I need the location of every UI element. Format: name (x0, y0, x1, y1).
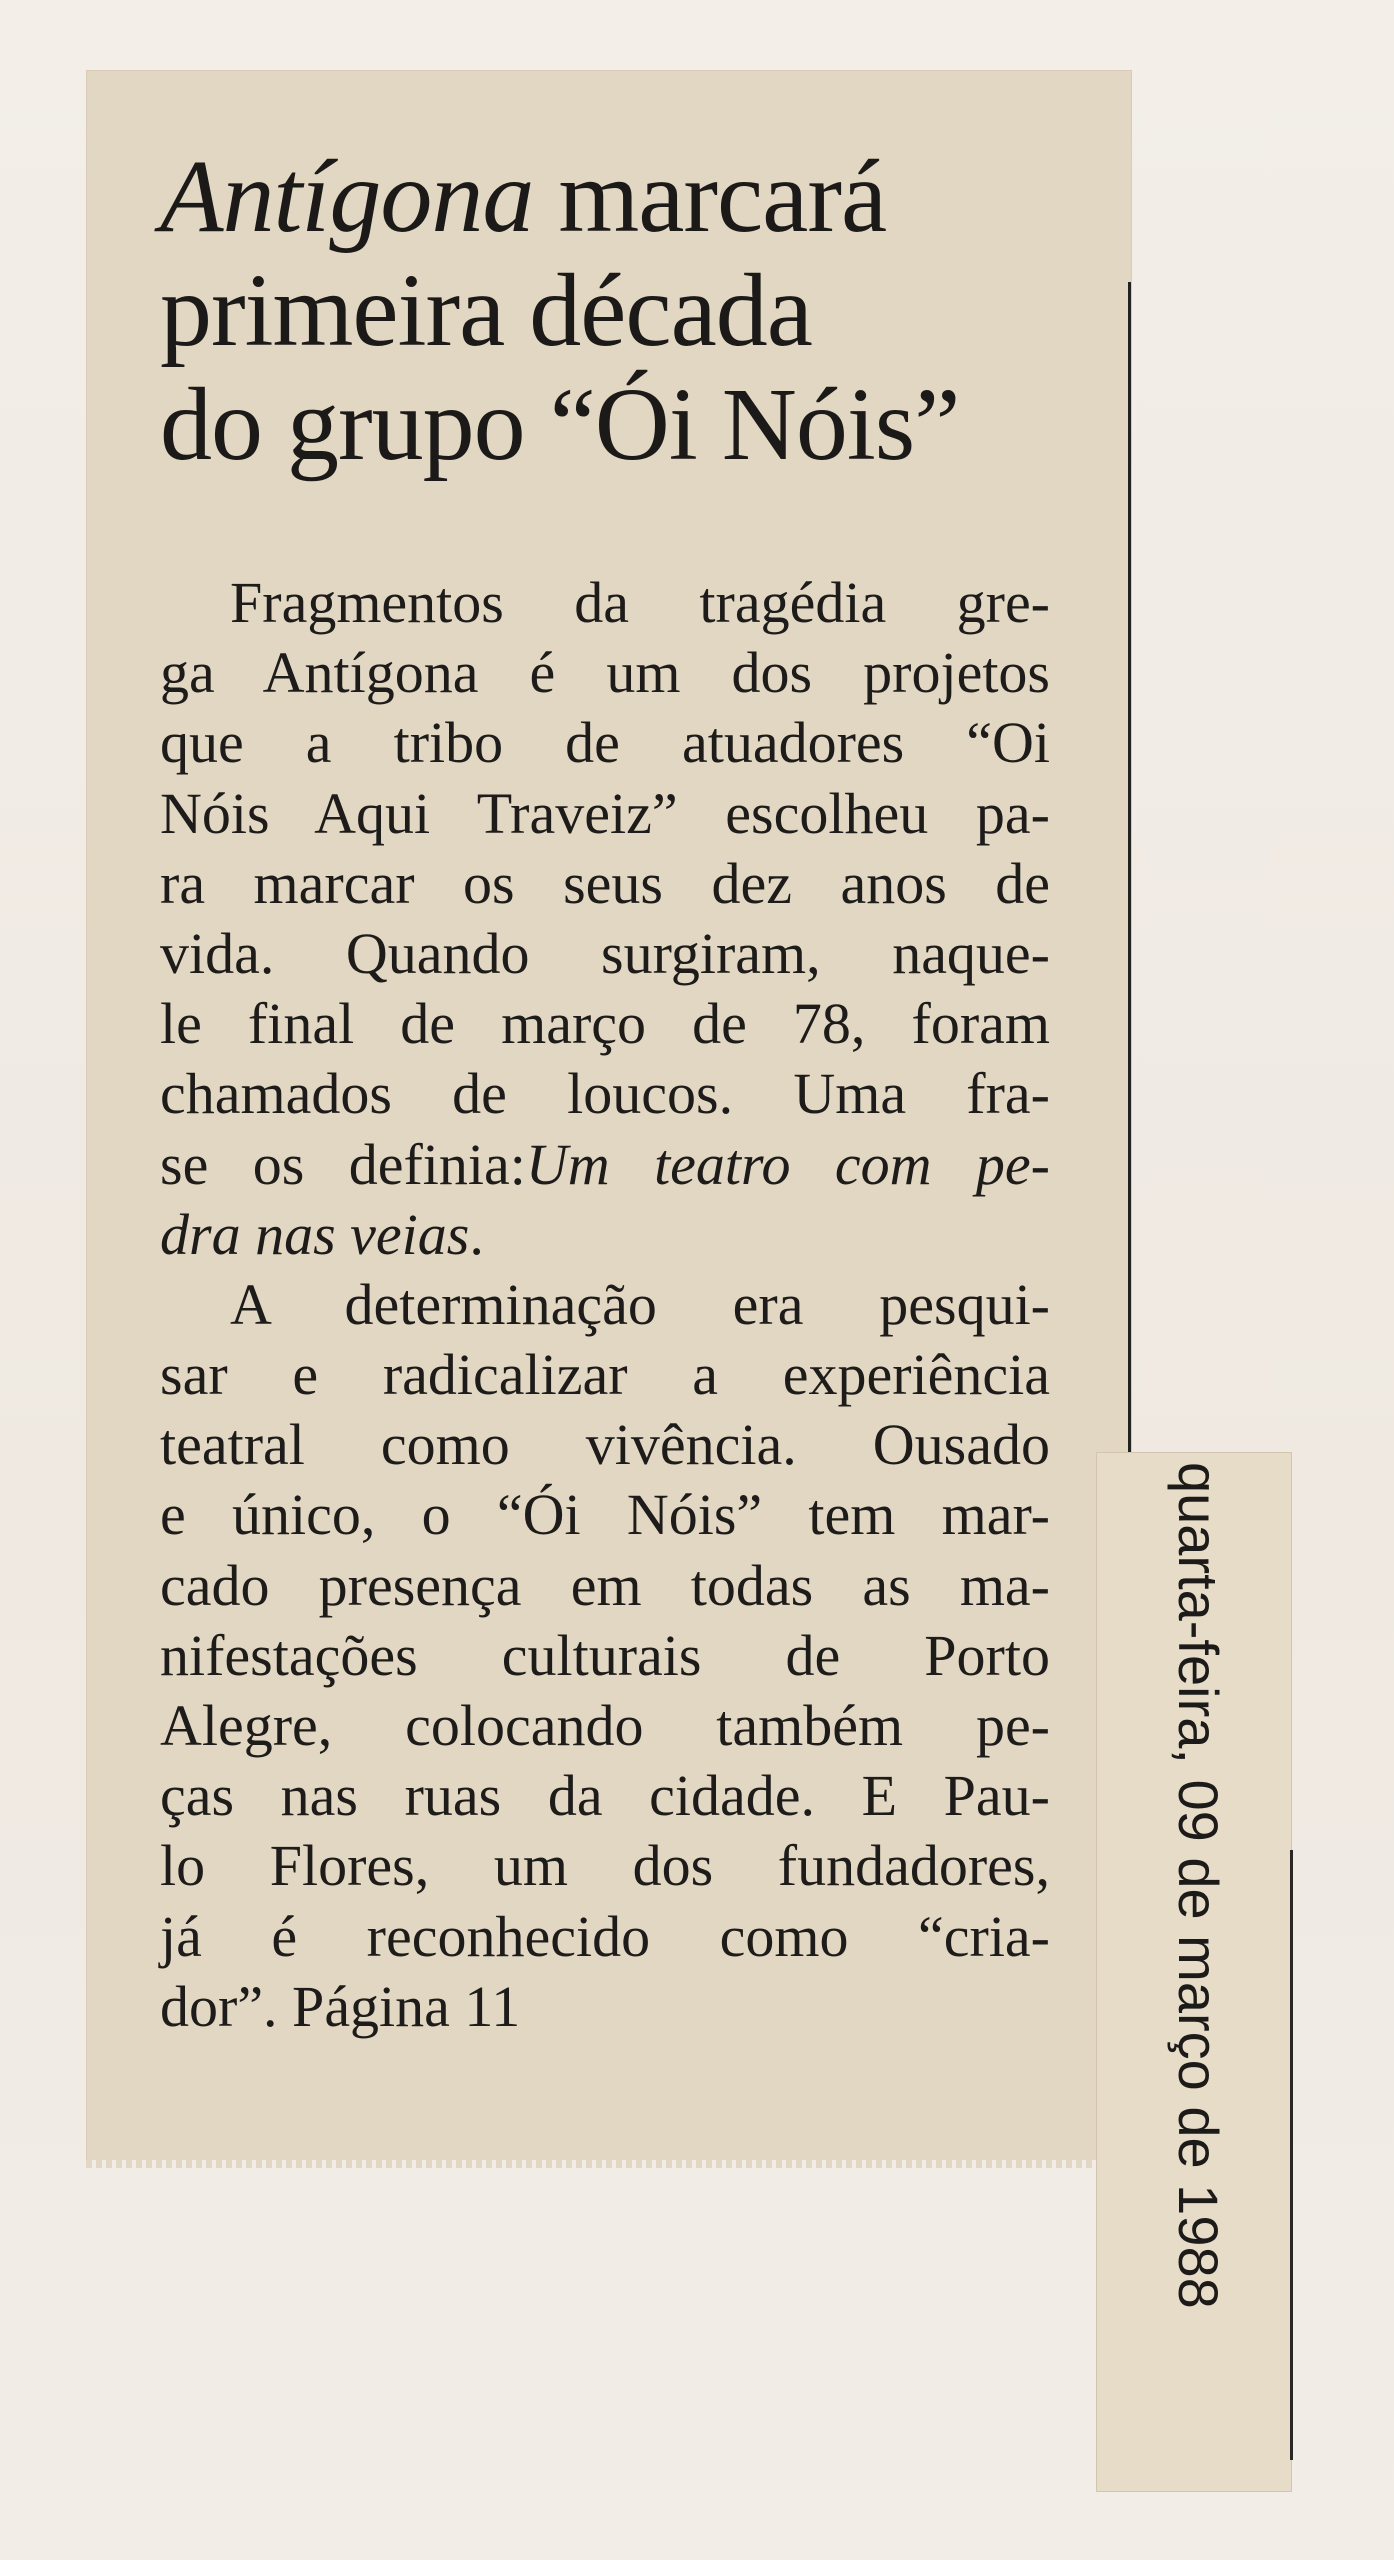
body-line: vida. Quando surgiram, naque- (160, 920, 1050, 986)
body-line: ga Antígona é um dos projetos (160, 640, 1050, 706)
body-line: cado presença em todas as ma- (160, 1552, 1050, 1618)
body-line: Nóis Aqui Traveiz” escolheu pa- (160, 780, 1050, 846)
body-line: Alegre, colocando também pe- (160, 1693, 1050, 1758)
headline-line-2: primeira década (160, 253, 812, 368)
body-line: chamados de loucos. Uma fra- (160, 1061, 1050, 1127)
column-rule (1128, 282, 1131, 1452)
body-line: nifestações culturais de Porto (160, 1622, 1050, 1688)
torn-edge (86, 2160, 1132, 2168)
body-text-segment: . (469, 1201, 484, 1267)
publication-date: quarta-feira, 09 de março de 1988 (1167, 1462, 1230, 2309)
body-line: lo Flores, um dos fundadores, (160, 1833, 1050, 1899)
headline (160, 140, 1120, 482)
body-line: que a tribo de atuadores “Oi (160, 710, 1050, 776)
body-line: ças nas ruas da cidade. E Pau- (160, 1763, 1050, 1829)
quote-italic: Um teatro com pe- (525, 1131, 1050, 1197)
body-line (160, 1130, 1050, 1200)
body-text-segment: se os definia: (160, 1131, 526, 1197)
strip-rule (1290, 1850, 1293, 2460)
quote-italic: dra nas veias (160, 1201, 470, 1267)
body-line (160, 1200, 1050, 1270)
body-line: sar e radicalizar a experiência (160, 1342, 1050, 1408)
body-line: e único, o “Ói Nóis” tem mar- (160, 1482, 1050, 1548)
body-line: já é reconhecido como “cria- (160, 1903, 1050, 1969)
body-line: A determinação era pesqui- (230, 1271, 1050, 1337)
headline-line-1 (160, 140, 1120, 254)
body-line: teatral como vivência. Ousado (160, 1412, 1050, 1478)
body-line: Fragmentos da tragédia gre- (230, 570, 1050, 635)
body-line: le final de março de 78, foram (160, 991, 1050, 1057)
headline-line-3: do grupo “Ói Nóis” (160, 367, 960, 482)
headline-line-1-rest: marcará (533, 139, 887, 254)
body-line: dor”. Página 11 (160, 1973, 521, 2039)
headline-title-italic: Antígona (160, 139, 534, 254)
article-body (160, 568, 1050, 2042)
body-line: ra marcar os seus dez anos de (160, 850, 1050, 916)
